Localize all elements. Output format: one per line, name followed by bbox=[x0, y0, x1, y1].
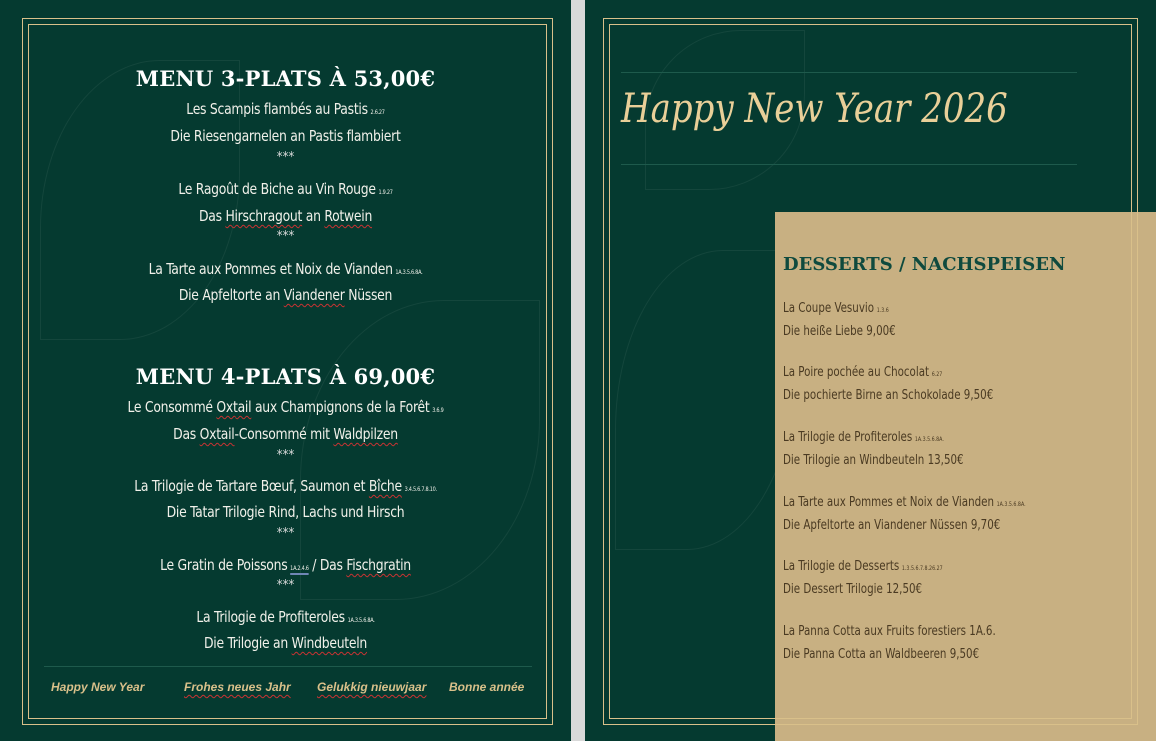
dessert-item: La Tarte aux Pommes et Noix de Vianden 1A.3.5.6.8A. Die Apfeltorte an Viandener Nüssen 9,70€ bbox=[783, 495, 1026, 533]
separator: *** bbox=[276, 526, 295, 541]
course-de: Die Trilogie an Windbeuteln bbox=[203, 634, 368, 652]
menu4-title: MENU 4-PLATS À 69,00€ bbox=[135, 364, 436, 389]
dessert-item: La Trilogie de Desserts 1.3.5.6.7.8.26.27 Die Dessert Trilogie 12,50€ bbox=[783, 559, 943, 597]
dessert-item: La Trilogie de Profiteroles 1A.3.5.6.8A. Die Trilogie an Windbeuteln 13,50€ bbox=[783, 430, 964, 468]
dessert-item: La Coupe Vesuvio 1.3.6 Die heiße Liebe 9,00€ bbox=[783, 301, 896, 339]
course-de: Die Tatar Trilogie Rind, Lachs und Hirsch bbox=[166, 503, 405, 521]
course-de: Das Oxtail-Consommé mit Waldpilzen bbox=[173, 425, 398, 443]
left-menu-page bbox=[0, 0, 571, 741]
dessert-item: La Panna Cotta aux Fruits forestiers 1A.6. Die Panna Cotta an Waldbeeren 9,50€ bbox=[783, 624, 996, 662]
dessert-item: La Poire pochée au Chocolat 6.27 Die pochierte Birne an Schokolade 9,50€ bbox=[783, 365, 994, 403]
course-fr: Le Gratin de Poissons 1A.2.4.6 / Das Fischgratin bbox=[160, 556, 411, 574]
footer-greeting-de: Frohes neues Jahr bbox=[184, 680, 291, 694]
course-de: Die Riesengarnelen an Pastis flambiert bbox=[170, 127, 401, 145]
course-fr: La Trilogie de Tartare Bœuf, Saumon et Bîche 3.4.5.6.7.8.10. bbox=[134, 477, 437, 495]
separator: *** bbox=[276, 448, 295, 463]
footer-greeting-en: Happy New Year bbox=[51, 680, 145, 694]
separator: *** bbox=[276, 229, 295, 244]
section-title: DESSERTS / NACHSPEISEN bbox=[783, 254, 1066, 275]
separator: *** bbox=[276, 578, 295, 593]
course-fr: La Tarte aux Pommes et Noix de Vianden 1A.3.5.6.8A. bbox=[148, 260, 423, 278]
footer-greeting-nl: Gelukkig nieuwjaar bbox=[317, 680, 427, 694]
course-fr: La Trilogie de Profiteroles 1A.3.5.6.8A. bbox=[196, 608, 375, 626]
right-dessert-page bbox=[585, 0, 1156, 741]
separator: *** bbox=[276, 150, 295, 165]
course-fr: Les Scampis flambés au Pastis 2.6.27 bbox=[186, 100, 385, 118]
menu3-title: MENU 3-PLATS À 53,00€ bbox=[135, 66, 436, 91]
course-fr: Le Consommé Oxtail aux Champignons de la Forêt 3.6.9 bbox=[127, 398, 444, 416]
course-fr: Le Ragoût de Biche au Vin Rouge 1.9.27 bbox=[178, 180, 393, 198]
footer-greeting-fr: Bonne année bbox=[449, 680, 525, 694]
page-title: Happy New Year 2026 bbox=[621, 86, 1008, 132]
course-de: Die Apfeltorte an Viandener Nüssen bbox=[178, 286, 393, 304]
course-de: Das Hirschragout an Rotwein bbox=[198, 207, 373, 225]
